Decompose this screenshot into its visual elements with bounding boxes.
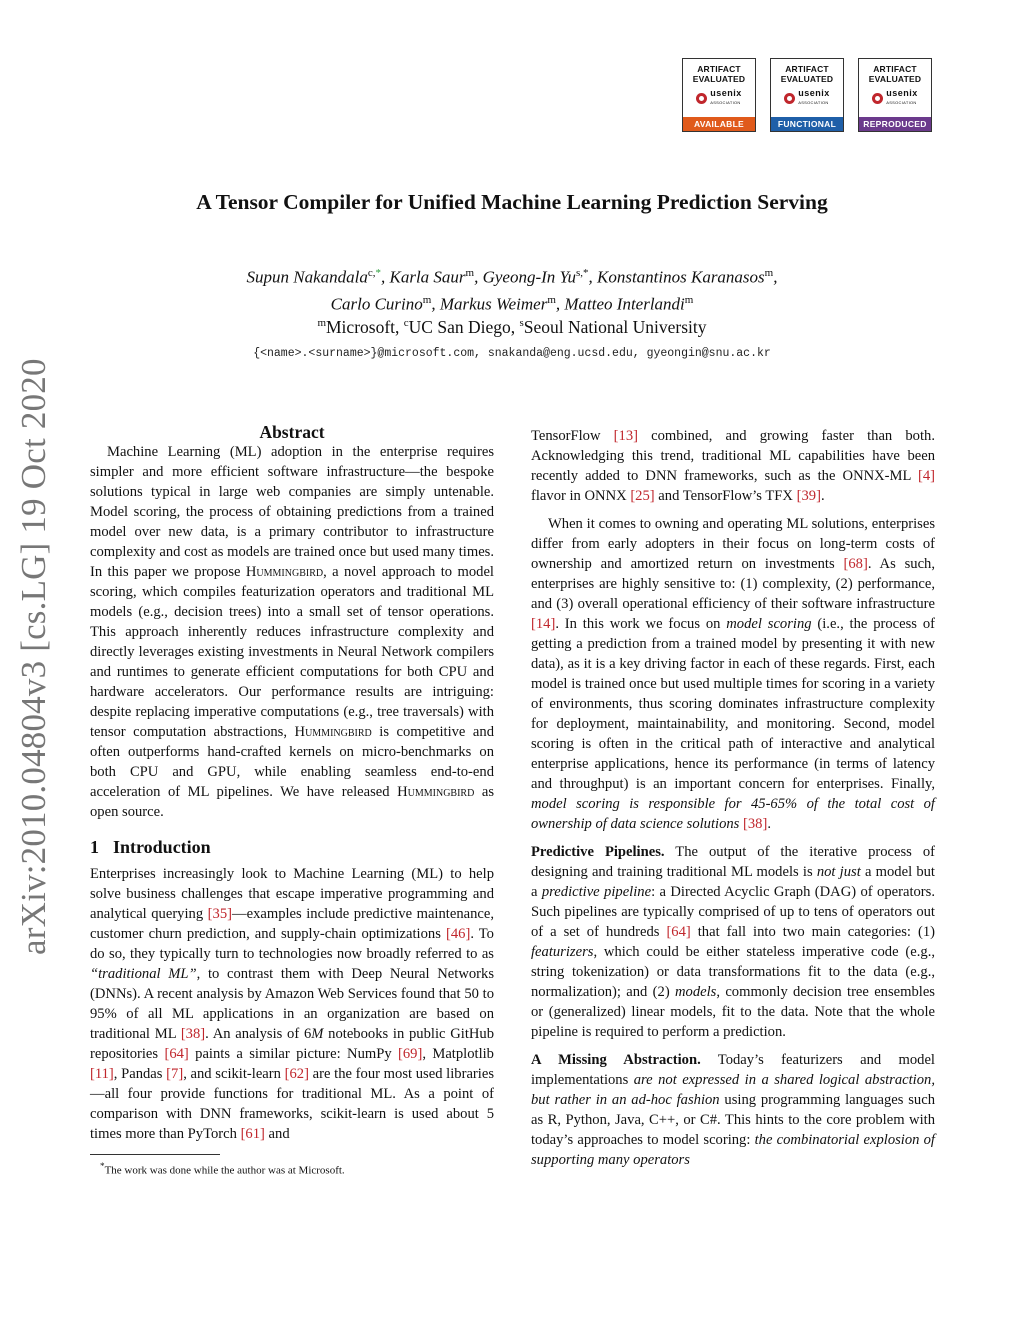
author-emails: {<name>.<surname>}@microsoft.com, snakanda@eng.ucsd.edu, gyeongin@snu.ac.kr bbox=[253, 347, 771, 360]
arxiv-identifier: arXiv:2010.04804v3 [cs.LG] 19 Oct 2020 bbox=[14, 358, 53, 955]
citation-link[interactable]: [64] bbox=[164, 1046, 189, 1062]
badge-reproduced bbox=[858, 58, 932, 132]
citation-link[interactable]: [25] bbox=[630, 488, 655, 504]
usenix-logo: usenix ASSOCIATION bbox=[771, 89, 843, 107]
right-column bbox=[531, 426, 935, 1170]
citation-link[interactable]: [4] bbox=[917, 468, 935, 484]
usenix-logo: usenix ASSOCIATION bbox=[683, 89, 755, 107]
section-heading-introduction: 1 Introduction bbox=[90, 837, 211, 857]
citation-link[interactable]: [35] bbox=[207, 906, 232, 922]
badge-title: ARTIFACT EVALUATED bbox=[780, 64, 834, 84]
citation-link[interactable]: [7] bbox=[166, 1066, 184, 1082]
badge-title: ARTIFACT EVALUATED bbox=[868, 64, 922, 84]
abstract-heading: Abstract bbox=[259, 422, 325, 442]
paper-title: A Tensor Compiler for Unified Machine Learning Prediction Serving bbox=[196, 190, 828, 214]
predictive-pipelines-paragraph: Predictive Pipelines. The output of the iterative process of designing and training traditional ML models is not just a model but a predictive pipeline: a Directed Acyclic Graph (DAG) of operators. Such pipelines are typically comprised of up to tens of operators out of a set of hundreds [64] that fall into two main categories: (1) featurizers, which could be either stateless imperative code (e.g., string tokenization) or data transformations fit to the data (e.g., normalization); and (2) models, commonly decision tree ensembles or (generalized) linear models, fit to the data. Note that the whole pipeline is required to perform a prediction. bbox=[531, 844, 935, 1040]
citation-link[interactable]: [46] bbox=[445, 926, 471, 942]
badge-available bbox=[682, 58, 756, 132]
citation-link[interactable]: [61] bbox=[240, 1126, 265, 1142]
badge-band-functional: FUNCTIONAL bbox=[771, 117, 843, 131]
badge-title: ARTIFACT EVALUATED bbox=[692, 64, 746, 84]
badge-functional bbox=[770, 58, 844, 132]
badge-band-available: AVAILABLE bbox=[683, 117, 755, 131]
affiliations: $^m$Microsoft, $^c$UC San Diego, $^s$Seoul National University bbox=[317, 317, 707, 337]
citation-link[interactable]: [38] bbox=[743, 816, 768, 832]
citation-link[interactable]: [39] bbox=[796, 488, 821, 504]
footnote-rule bbox=[90, 1154, 220, 1155]
left-column bbox=[90, 422, 494, 1178]
citation-link[interactable]: [11] bbox=[90, 1066, 114, 1082]
usenix-icon bbox=[872, 93, 883, 104]
citation-link[interactable]: [13] bbox=[613, 428, 638, 444]
citation-link[interactable]: [38] bbox=[180, 1026, 206, 1042]
footnote: *The work was done while the author was at Microsoft. bbox=[100, 1161, 345, 1177]
citation-link[interactable]: [62] bbox=[284, 1066, 309, 1082]
intro-paragraph: Enterprises increasingly look to Machine Learning (ML) to help solve business challenges that escape imperative programming and analytical querying [35]—examples include predictive maintenance, customer churn prediction, and supply-chain optimizations [46]. To do so, they typically turn to technologies now broadly referred to as “traditional ML”, to contrast them with Deep Neural Networks (DNNs). A recent analysis by Amazon Web Services found that 50 to 95% of all ML applications in an organization are based on traditional ML [38]. An analysis of 6M notebooks in public GitHub repositories [64] paints a similar picture: NumPy [69], Matplotlib [11], Pandas [7], and scikit-learn [62] are the four most used libraries—all four provide functions for traditional ML. As a point of comparison with DNN frameworks, scikit-learn is used about 5 times more than PyTorch [61] and bbox=[90, 866, 495, 1142]
citation-link[interactable]: [64] bbox=[666, 924, 691, 940]
abstract-text: Machine Learning (ML) adoption in the enterprise requires simpler and more efficient software infrastructure—the bespoke solutions typical in large web companies are simply untenable. Model scoring, the process of obtaining predictions from a trained model over new data, is a primary contributor to infrastructure complexity and cost as models are trained once but used many times. In this paper we propose Hummingbird, a novel approach to model scoring, which compiles featurization operators and traditional ML models (e.g., decision trees) into a small set of tensor operations. This approach inherently reduces infrastructure complexity and directly leverages existing investments in Neural Network compilers and runtimes to generate efficient computations for both CPU and hardware accelerators. Our performance results are intriguing: despite replacing imperative computations (e.g., tree traversals) with tensor computation abstractions, Hummingbird is competitive and often outperforms hand-crafted kernels on micro-benchmarks on both CPU and GPU, while enabling seamless end-to-end acceleration of ML pipelines. We have released Hummingbird as open source. bbox=[90, 444, 495, 820]
citation-link[interactable]: [14] bbox=[531, 616, 556, 632]
body-paragraph: TensorFlow [13] combined, and growing faster than both. Acknowledging this trend, traditional ML capabilities have been recently added to DNN frameworks, such as the ONNX-ML [4] flavor in ONNX [25] and TensorFlow’s TFX [39]. bbox=[531, 428, 935, 504]
citation-link[interactable]: [68] bbox=[843, 556, 868, 572]
usenix-icon bbox=[784, 93, 795, 104]
missing-abstraction-paragraph: A Missing Abstraction. Today’s featurizers and model implementations are not expressed in a shared logical abstraction, but rather in an ad-hoc fashion using programming languages such as R, Python, Java, C++, or C#. This hints to the core problem with today’s approaches to model scoring: the combinatorial explosion of supporting many operators bbox=[531, 1052, 935, 1168]
usenix-logo: usenix ASSOCIATION bbox=[859, 89, 931, 107]
usenix-icon bbox=[696, 93, 707, 104]
badge-band-reproduced: REPRODUCED bbox=[859, 117, 931, 131]
artifact-badges bbox=[682, 58, 932, 132]
author-list: Supun Nakandala$^{c,*}$, Karla Saur$^m$, Gyeong-In $Yu^{s,*}$, Konstantinos Karanasos$^m$, Carlo Curino$^m$, Markus Weimer$^m$, Matteo Interlandi$^m$ bbox=[246, 267, 778, 314]
citation-link[interactable]: [69] bbox=[398, 1046, 423, 1062]
body-paragraph: When it comes to owning and operating ML solutions, enterprises differ from early adopters in their focus on long-term costs of ownership and amortized return on investments [68]. As such, enterprises are highly sensitive to: (1) complexity, (2) performance, and (3) overall operational efficiency of their software infrastructure [14]. In this work we focus on model scoring (i.e., the process of getting a prediction from a trained model by presenting it with new data), as it is a key driving factor in each of these regards. First, each model is trained once but used multiple times for scoring in a variety of environments, thus scoring dominates infrastructure complexity for deployment, maintainability, and monitoring. Second, model scoring is often in the critical path of interactive and analytical enterprise applications, hence its performance (in terms of latency and throughput) is an important concern for enterprises. Finally, model scoring is responsible for 45-65% of the total cost of ownership of data science solutions [38]. bbox=[531, 516, 935, 832]
